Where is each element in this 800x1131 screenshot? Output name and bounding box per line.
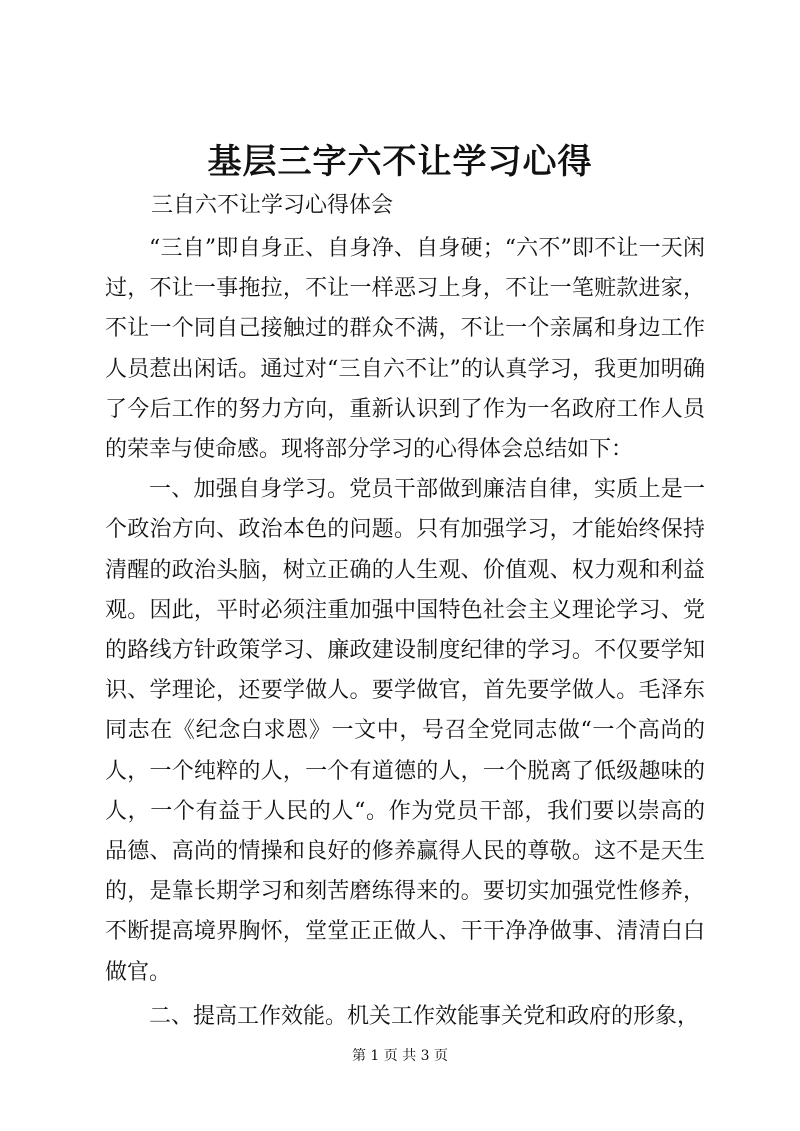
- paragraph-section-two: 二、提高工作效能。机关工作效能事关党和政府的形象，: [149, 1003, 700, 1029]
- document-title: 基层三字六不让学习心得: [207, 142, 593, 182]
- paragraph-section-one: 一、加强自身学习。党员干部做到廉洁自律，实质上是一个政治方向、政治本色的问题。只有加强学习，才能始终保持清醒的政治头脑，树立正确的人生观、价值观、权力观和利益观。因此，平时必须注重加强中国特色社会主义理论学习、党的路线方针政策学习、廉政建设制度纪律的学习。不仅要学知识、学理论，还要学做人。要学做官，首先要学做人。毛泽东同志在《纪念白求恩》一文中，号召全党同志做“一个高尚的人，一个纯粹的人，一个有道德的人，一个脱离了低级趣味的人，一个有益于人民的人“。作为党员干部，我们要以崇高的品德、高尚的情操和良好的修养赢得人民的尊敬。这不是天生的，是靠长期学习和刻苦磨练得来的。要切实加强党性修养，不断提高境界胸怀，堂堂正正做人、干干净净做事、清清白白做官。: [105, 477, 705, 985]
- document-body: [105, 229, 705, 1037]
- paragraph-intro: “三自”即自身正、自身净、自身硬；“六不”即不让一天闲过，不让一事拖拉，不让一样恶习上身，不让一笔赃款进家，不让一个同自己接触过的群众不满，不让一个亲属和身边工作人员惹出闲话。通过对“三自六不让”的认真学习，我更加明确了今后工作的努力方向，重新认识到了作为一名政府工作人员的荣幸与使命感。现将部分学习的心得体会总结如下：: [105, 236, 705, 463]
- document-subtitle: 三自六不让学习心得体会: [151, 193, 394, 218]
- page-footer: 第 1 页 共 3 页: [351, 1048, 449, 1064]
